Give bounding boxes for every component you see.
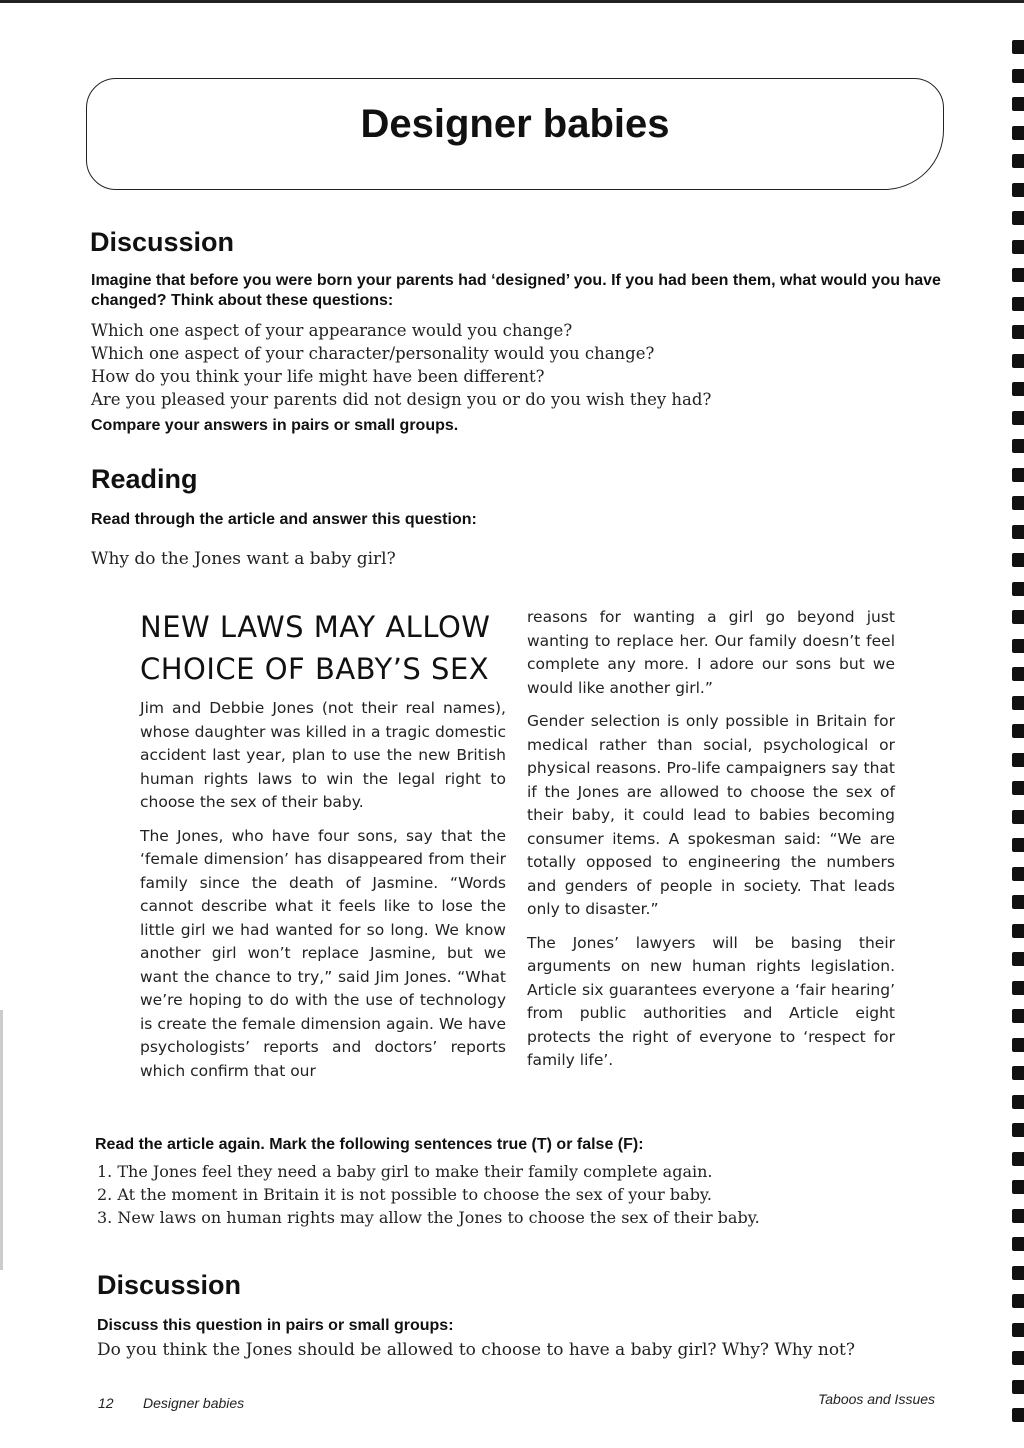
binding-ring <box>1012 97 1024 111</box>
binding-ring <box>1012 1209 1024 1223</box>
footer-book-title: Taboos and Issues <box>818 1391 936 1407</box>
binding-ring <box>1012 610 1024 624</box>
binding-ring <box>1012 297 1024 311</box>
discussion2-instruction: Discuss this question in pairs or small groups: <box>97 1317 454 1334</box>
binding-ring <box>1012 240 1024 254</box>
binding-ring <box>1012 496 1024 510</box>
discussion-closing: Compare your answers in pairs or small groups. <box>91 417 459 434</box>
binding-ring <box>1012 525 1024 539</box>
binding-ring <box>1012 211 1024 225</box>
binding-ring <box>1012 1294 1024 1308</box>
question-line: Which one aspect of your character/personality would you change? <box>91 344 655 363</box>
discussion-instruction: Imagine that before you were born your parents had ‘designed’ you. If you had been them, what would you have changed? Think about these questions: <box>91 272 941 309</box>
binding-ring <box>1012 382 1024 396</box>
binding-ring <box>1012 781 1024 795</box>
binding-ring <box>1012 1351 1024 1365</box>
question-line: Which one aspect of your appearance would you change? <box>91 321 573 340</box>
page-edge <box>0 1010 3 1270</box>
binding-ring <box>1012 1009 1024 1023</box>
discussion-heading: Discussion <box>90 227 235 257</box>
binding-ring <box>1012 468 1024 482</box>
binding-ring <box>1012 981 1024 995</box>
binding-ring <box>1012 639 1024 653</box>
binding-ring <box>1012 1123 1024 1137</box>
question-line: Are you pleased your parents did not design you or do you wish they had? <box>91 390 712 409</box>
binding-ring <box>1012 810 1024 824</box>
article-headline: NEW LAWS MAY ALLOW CHOICE OF BABY’S SEX <box>140 610 491 686</box>
binding-ring <box>1012 439 1024 453</box>
article-paragraph: The Jones’ lawyers will be basing their arguments on new human rights legislation. Article six guarantees everyone a ‘fair hearing’ from public authorities and Article eight protects the right of everyone to ‘respect for family life’. <box>527 933 895 1069</box>
binding-ring <box>1012 126 1024 140</box>
binding-ring <box>1012 1237 1024 1251</box>
binding-ring <box>1012 553 1024 567</box>
binding-ring <box>1012 268 1024 282</box>
article-right-column <box>527 606 895 1083</box>
binding-ring <box>1012 411 1024 425</box>
binding-ring <box>1012 724 1024 738</box>
binding-ring <box>1012 1180 1024 1194</box>
reading-heading: Reading <box>91 464 198 494</box>
binding-ring <box>1012 867 1024 881</box>
question-line: How do you think your life might have been different? <box>91 367 545 386</box>
true-false-list <box>97 1160 760 1229</box>
article-paragraph: Jim and Debbie Jones (not their real names), whose daughter was killed in a tragic domestic accident last year, plan to use the new British human rights laws to win the legal right to choose the sex of their baby. <box>140 699 506 811</box>
binding-ring <box>1012 1323 1024 1337</box>
page-title: Designer babies <box>360 102 670 146</box>
discussion2-heading: Discussion <box>97 1270 242 1300</box>
article-left-column <box>140 697 506 1093</box>
binding-ring <box>1012 354 1024 368</box>
spiral-binding <box>1008 40 1024 1440</box>
binding-ring <box>1012 40 1024 54</box>
binding-ring <box>1012 753 1024 767</box>
binding-ring <box>1012 1095 1024 1109</box>
article-paragraph: reasons for wanting a girl go beyond just wanting to replace her. Our family doesn’t feel complete any more. I adore our sons but we would like another girl.” <box>527 608 895 697</box>
binding-ring <box>1012 924 1024 938</box>
binding-ring <box>1012 582 1024 596</box>
binding-ring <box>1012 1152 1024 1166</box>
binding-ring <box>1012 667 1024 681</box>
discussion2-question: Do you think the Jones should be allowed to choose to have a baby girl? Why? Why not? <box>97 1340 856 1360</box>
true-false-item: 1. The Jones feel they need a baby girl to make their family complete again. <box>97 1162 713 1181</box>
binding-ring <box>1012 1380 1024 1394</box>
true-false-item: 2. At the moment in Britain it is not possible to choose the sex of your baby. <box>97 1185 712 1204</box>
binding-ring <box>1012 1408 1024 1422</box>
binding-ring <box>1012 1266 1024 1280</box>
binding-ring <box>1012 838 1024 852</box>
binding-ring <box>1012 952 1024 966</box>
binding-ring <box>1012 895 1024 909</box>
reading-question: Why do the Jones want a baby girl? <box>91 549 396 569</box>
binding-ring <box>1012 696 1024 710</box>
binding-ring <box>1012 183 1024 197</box>
article-paragraph: Gender selection is only possible in Britain for medical rather than social, psychological or physical reasons. Pro-life campaigners say that if the Jones are allowed to choose the sex of their baby, it could lead to babies becoming consumer items. A spokesman said: “We are totally opposed to engineering the numbers and genders of people in society. That leads only to disaster.” <box>527 712 895 918</box>
footer-page-number: 12 <box>98 1395 114 1411</box>
true-false-item: 3. New laws on human rights may allow the Jones to choose the sex of their baby. <box>97 1208 760 1227</box>
binding-ring <box>1012 69 1024 83</box>
binding-ring <box>1012 1066 1024 1080</box>
reading-instruction: Read through the article and answer this question: <box>91 511 477 528</box>
discussion-questions <box>91 319 951 411</box>
true-false-instruction: Read the article again. Mark the following sentences true (T) or false (F): <box>95 1136 644 1153</box>
footer-section: Designer babies <box>143 1395 245 1411</box>
binding-ring <box>1012 154 1024 168</box>
top-rule <box>0 0 1024 3</box>
article-paragraph: The Jones, who have four sons, say that the ‘female dimension’ has disappeared from their family since the death of Jasmine. “Words cannot describe what it feels like to lose the little girl we had wanted for so long. We know another girl won’t replace Jasmine, but we want the chance to try,” said Jim Jones. “What we’re hoping to do with the use of technology is create the female dimension again. We have psychologists’ reports and doctors’ reports which confirm that our <box>140 826 506 1080</box>
binding-ring <box>1012 1038 1024 1052</box>
binding-ring <box>1012 325 1024 339</box>
